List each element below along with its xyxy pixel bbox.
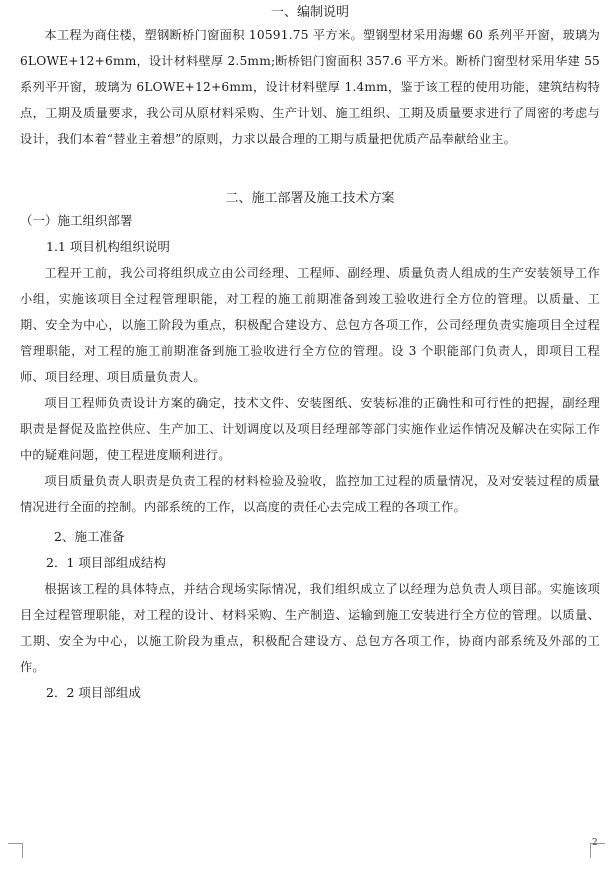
paragraph-leadership-group: 工程开工前，我公司将组织成立由公司经理、工程师、副经理、质量负责人组成的生产安装领导工作小组，实施该项目全过程管理职能，对工程的施工前期准备到竣工验收进行全方位的管理。以质量、工期、安全为中心，以施工阶段为重点，积极配合建设方、总包方各项工作，公司经理负责实施项目全过程管理职能，对工程的施工前期准备到施工验收进行全方位的管理。设 3 个职能部门负责人，即项目工程师、项目经理、项目质量负责人。 [20,266,600,384]
subheading-department-composition: 2．2 项目部组成 [46,685,141,700]
paragraph-project-overview: 本工程为商住楼，塑钢断桥门窗面积 10591.75 平方米。塑钢型材采用海螺 60 系列平开窗，玻璃为 6LOWE+12+6mm，设计材料壁厚 2.5mm;断桥铝门窗面积 357.6 平方米。断桥门窗型材采用华建 55 系列平开窗，玻璃为 6LOWE+12+6mm，设计材料壁厚 1.4mm，鉴于该工程的使用功能，建筑结构特点，工期及质量要求，我公司从原材料采购、生产计划、施工组织、工期及质量要求进行了周密的考虑与设计，我们本着“替业主着想”的原则，力求以最合理的工期与质量把优质产品奉献给业主。 [20,28,600,146]
paragraph-department-structure: 根据该工程的具体特点，并结合现场实际情况，我们组织成立了以经理为总负责人项目部。实施该项目全过程管理职能，对工程的设计、材料采购、生产制造、运输到施工安装进行全方位的管理。以质量、工期、安全为中心，以施工阶段为重点，积极配合建设方、总包方各项工作，协商内部系统及外部的工作。 [20,582,600,674]
subheading-organization-deployment: （一）施工组织部署 [20,213,133,228]
section-heading-compilation-notes: 一、编制说明 [270,5,349,20]
subheading-construction-preparation: 2、施工准备 [54,529,125,544]
paragraph-engineer-duties: 项目工程师负责设计方案的确定，技术文件、安装图纸、安装标准的正确性和可行性的把握，副经理职责是督促及监控供应、生产加工、计划调度以及项目经理部等部门实施作业运作情况及解决在实际工作中的疑难问题，使工程进度顺利进行。 [20,396,600,462]
paragraph-quality-duties: 项目质量负责人职责是负责工程的材料检验及验收，监控加工过程的质量情况，及对安装过程的质量情况进行全面的控制。内部系统的工作，以高度的责任心去完成工程的各项工作。 [20,474,600,514]
crop-mark-bottom-left [8,843,23,858]
section-heading-construction-deployment: 二、施工部署及施工技术方案 [225,191,395,206]
subheading-project-organization: 1.1 项目机构组织说明 [46,239,170,254]
document-body [20,4,600,706]
subheading-department-structure: 2．1 项目部组成结构 [46,555,166,570]
page-number: 2 [592,838,598,848]
